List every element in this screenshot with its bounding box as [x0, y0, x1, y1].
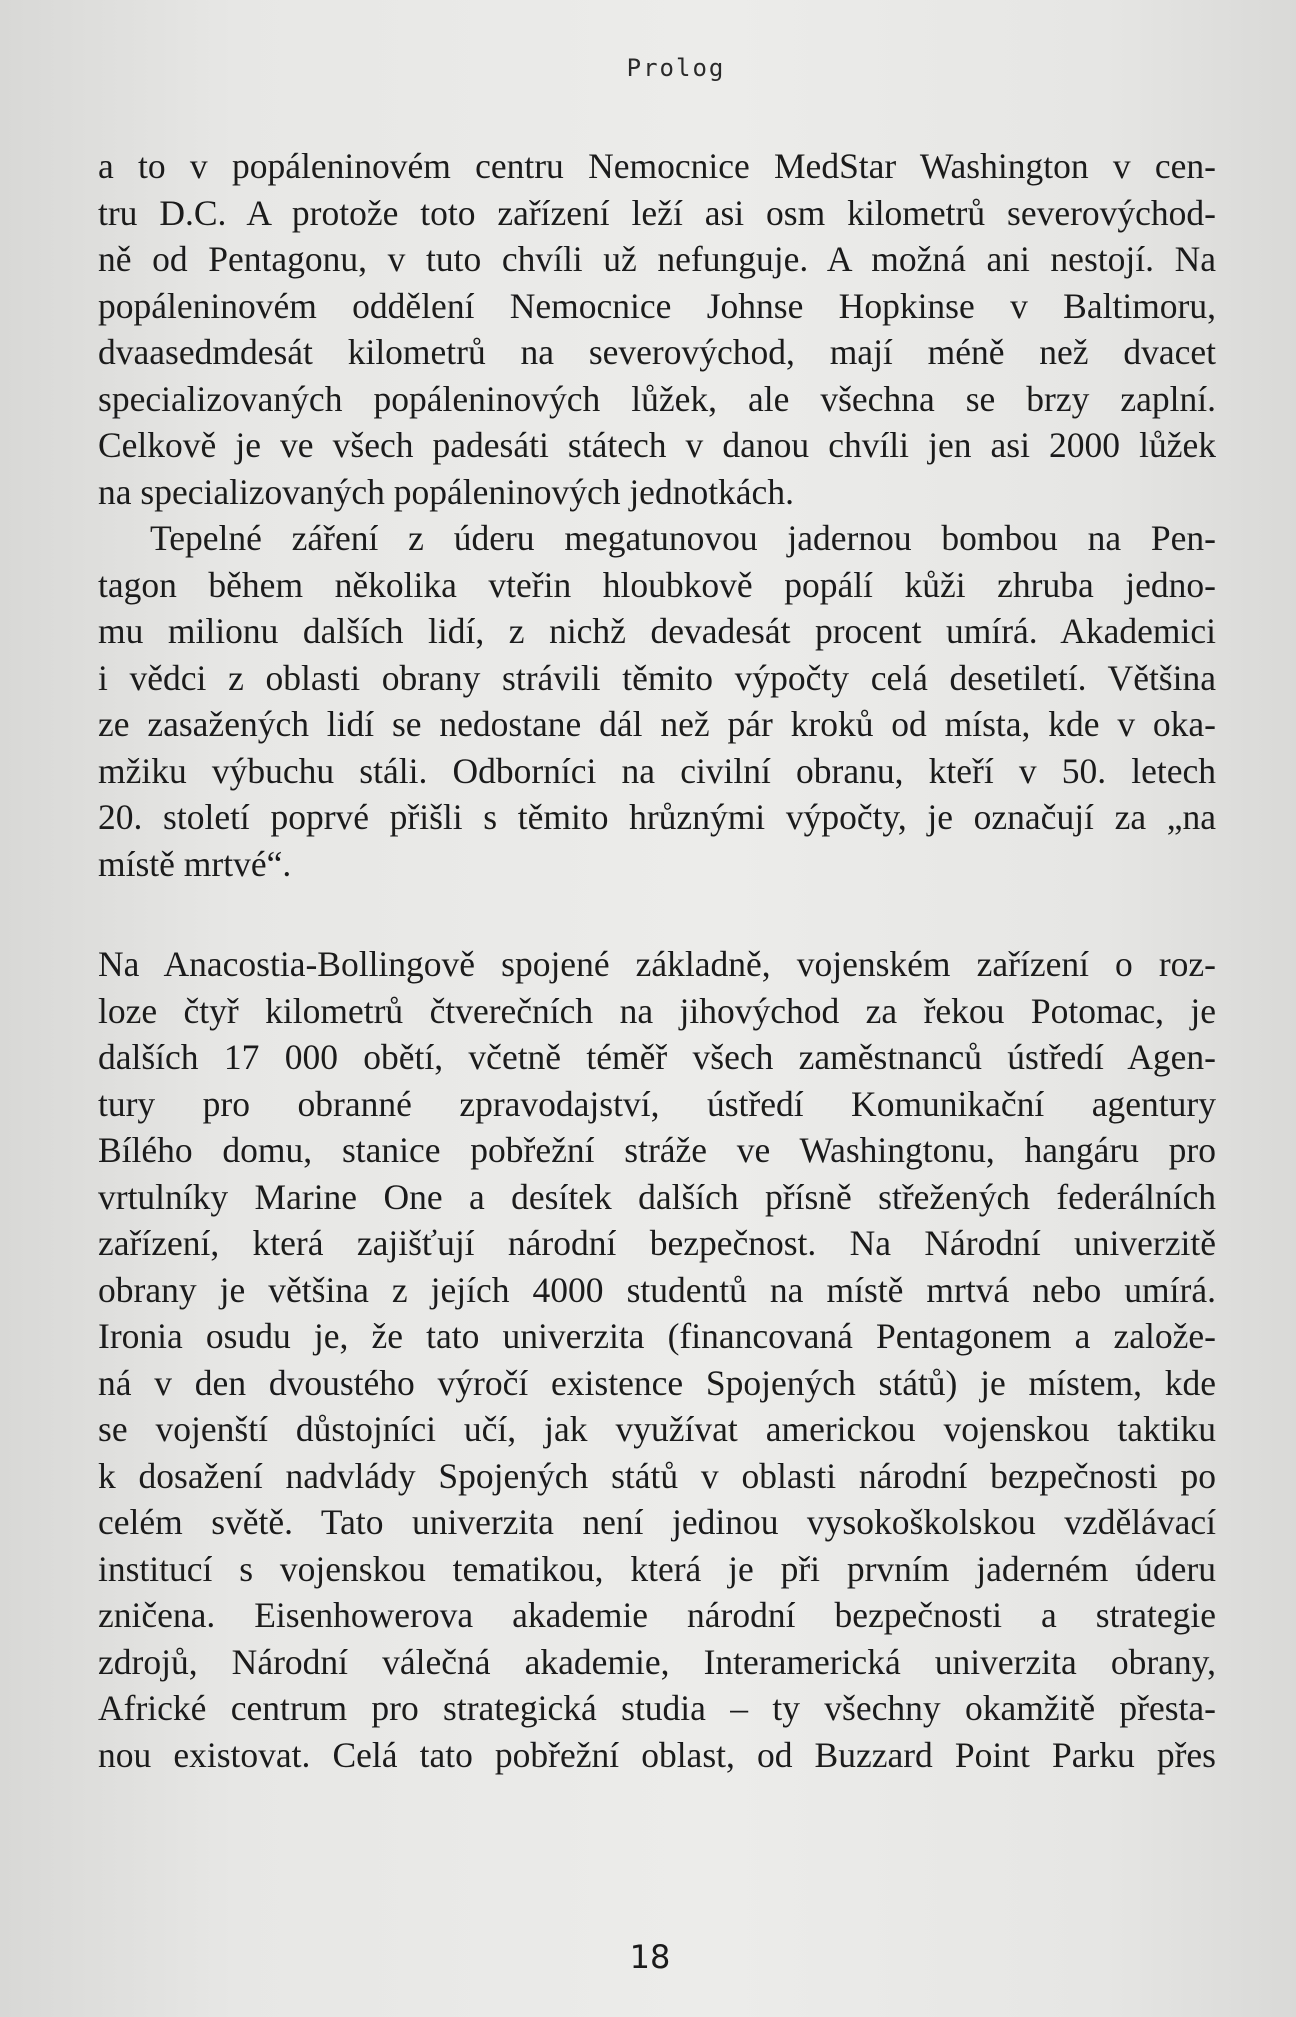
page-number: 18 [629, 1938, 671, 1976]
text-line: popáleninovém oddělení Nemocnice Johnse Hopkinse v Baltimoru, [98, 285, 1216, 326]
paragraph [98, 941, 1216, 1778]
text-line: mu milionu dalších lidí, z nichž devadesát procent umírá. Akademici [98, 611, 1216, 651]
text-line: k dosažení nadvlády Spojených států v oblasti národní bezpečnosti po [98, 1455, 1216, 1496]
text-line: Ironia osudu je, že tato univerzita (financovaná Pentagonem a založe- [98, 1316, 1216, 1356]
text-line: institucí s vojenskou tematikou, která je při prvním jaderném úderu [98, 1548, 1216, 1589]
text-block-lower [98, 941, 1216, 1778]
text-line: na specializovaných popáleninových jednotkách. [98, 471, 794, 512]
text-line: Bílého domu, stanice pobřežní stráže ve Washingtonu, hangáru pro [98, 1130, 1216, 1170]
text-line: mžiku výbuchu stáli. Odborníci na civilní obranu, kteří v 50. letech [98, 750, 1216, 791]
text-line: ně od Pentagonu, v tuto chvíli už nefunguje. A možná ani nestojí. Na [98, 239, 1216, 279]
text-line: vrtulníky Marine One a desítek dalších přísně střežených federálních [98, 1176, 1216, 1217]
text-line: i vědci z oblasti obrany strávili těmito výpočty celá desetiletí. Většina [98, 657, 1216, 698]
text-line: se vojenští důstojníci učí, jak využívat americkou vojenskou taktiku [98, 1409, 1216, 1449]
text-line: dalších 17 000 obětí, včetně téměř všech zaměstnanců ústředí Agen- [98, 1037, 1216, 1077]
text-line: místě mrtvé“. [98, 843, 292, 884]
paragraph [98, 515, 1216, 887]
text-line: tru D.C. A protože toto zařízení leží asi osm kilometrů severovýchod- [98, 192, 1216, 233]
text-line: zničena. Eisenhowerova akademie národní bezpečnosti a strategie [98, 1595, 1216, 1635]
text-line: loze čtyř kilometrů čtverečních na jihovýchod za řekou Potomac, je [98, 990, 1216, 1031]
text-line: 20. století poprvé přišli s těmito hrůznými výpočty, je označují za „na [98, 797, 1216, 837]
paragraph [98, 143, 1216, 515]
text-line: Celkově je ve všech padesáti státech v danou chvíli jen asi 2000 lůžek [98, 425, 1216, 465]
text-line: obrany je většina z jejích 4000 studentů na místě mrtvá nebo umírá. [98, 1269, 1216, 1310]
text-line: zdrojů, Národní válečná akademie, Interamerická univerzita obrany, [98, 1641, 1216, 1682]
text-line: Tepelné záření z úderu megatunovou jadernou bombou na Pen- [150, 518, 1216, 558]
text-line: Africké centrum pro strategická studia – ty všechny okamžitě přesta- [98, 1688, 1216, 1728]
text-line: ze zasažených lidí se nedostane dál než pár kroků od místa, kde v oka- [98, 704, 1216, 744]
text-line: a to v popáleninovém centru Nemocnice MedStar Washington v cen- [98, 146, 1216, 186]
running-head: Prolog [626, 54, 726, 82]
text-line: celém světě. Tato univerzita není jedinou vysokoškolskou vzdělávací [98, 1502, 1216, 1542]
text-line: Na Anacostia-Bollingově spojené základně, vojenském zařízení o roz- [98, 944, 1216, 984]
text-line: specializovaných popáleninových lůžek, ale všechna se brzy zaplní. [98, 378, 1216, 419]
text-line: tury pro obranné zpravodajství, ústředí Komunikační agentury [98, 1083, 1216, 1124]
text-line: ná v den dvoustého výročí existence Spojených států) je místem, kde [98, 1362, 1216, 1403]
text-line: tagon během několika vteřin hloubkově popálí kůži zhruba jedno- [98, 564, 1216, 605]
text-block-upper [98, 143, 1216, 887]
text-line: zařízení, která zajišťují národní bezpečnost. Na Národní univerzitě [98, 1223, 1216, 1263]
text-line: nou existovat. Celá tato pobřežní oblast, od Buzzard Point Parku přes [98, 1734, 1216, 1775]
text-line: dvaasedmdesát kilometrů na severovýchod, mají méně než dvacet [98, 332, 1216, 372]
